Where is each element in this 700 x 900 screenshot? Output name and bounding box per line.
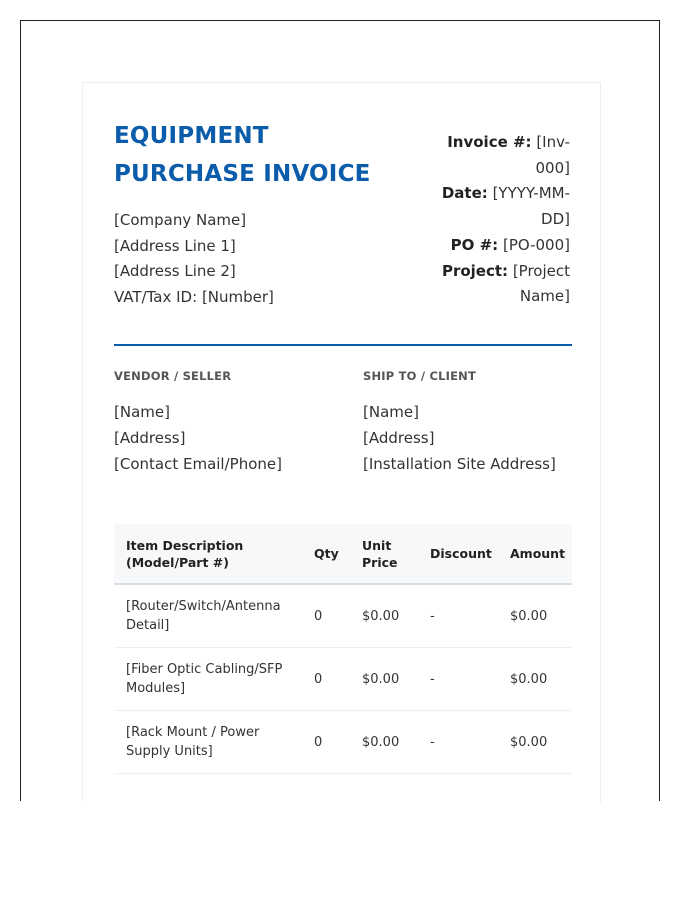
- vat-value: [Number]: [201, 288, 274, 307]
- vendor-details: [114, 399, 334, 477]
- table-row: [114, 584, 572, 648]
- project-label: Project:: [441, 261, 509, 280]
- invoice-meta: [420, 130, 570, 310]
- table-row: [114, 711, 572, 774]
- project: [420, 259, 570, 310]
- vendor-address: [Address]: [114, 429, 186, 447]
- invoice-date-label: Date:: [441, 184, 488, 203]
- vat-label: VAT/Tax ID:: [114, 288, 198, 307]
- header-qty: Qty: [302, 524, 350, 584]
- client-name: [Name]: [363, 403, 419, 421]
- row-discount: -: [418, 648, 498, 711]
- invoice-number-value: [Inv-000]: [535, 133, 570, 177]
- client-address: [Address]: [363, 429, 435, 447]
- company-block: [114, 208, 374, 311]
- row-amount: $0.00: [498, 711, 572, 774]
- row-qty: 0: [302, 584, 350, 648]
- row-discount: -: [418, 584, 498, 648]
- vendor-heading: VENDOR / SELLER: [114, 369, 232, 383]
- po-number-value: [PO-000]: [502, 235, 570, 254]
- row-amount: $0.00: [498, 648, 572, 711]
- vendor-section: [114, 369, 334, 477]
- po-number: [420, 233, 570, 259]
- invoice-number-label: Invoice #:: [447, 133, 532, 151]
- project-value: [Project Name]: [512, 261, 570, 306]
- header-unit-price: Unit Price: [350, 524, 418, 584]
- row-qty: 0: [302, 648, 350, 711]
- client-site: [Installation Site Address]: [363, 455, 556, 473]
- company-address-line-1: [Address Line 1]: [114, 236, 236, 255]
- table-row: [114, 648, 572, 711]
- vendor-name: [Name]: [114, 403, 170, 421]
- header-divider: [114, 344, 572, 346]
- vendor-contact: [Contact Email/Phone]: [114, 455, 282, 473]
- items-table: [114, 524, 572, 774]
- client-section: [363, 369, 583, 477]
- row-qty: 0: [302, 711, 350, 774]
- row-amount: $0.00: [498, 584, 572, 648]
- po-number-label: PO #:: [450, 235, 499, 254]
- header-description: Item Description (Model/Part #): [114, 524, 302, 584]
- row-unit-price: $0.00: [350, 711, 418, 774]
- row-unit-price: $0.00: [350, 648, 418, 711]
- row-description: [Fiber Optic Cabling/SFP Modules]: [114, 648, 302, 711]
- client-details: [363, 399, 583, 477]
- company-address-line-2: [Address Line 2]: [114, 262, 236, 281]
- invoice-card: [82, 82, 601, 802]
- client-heading: SHIP TO / CLIENT: [363, 369, 477, 383]
- invoice-title: EQUIPMENT PURCHASE INVOICE: [114, 123, 371, 187]
- invoice-date-value: [YYYY-MM-DD]: [492, 184, 570, 229]
- row-discount: -: [418, 711, 498, 774]
- page-frame: [20, 20, 660, 801]
- header-discount: Discount: [418, 524, 498, 584]
- row-description: [Router/Switch/Antenna Detail]: [114, 584, 302, 648]
- table-header-row: [114, 524, 572, 584]
- header-amount: Amount: [498, 524, 572, 584]
- company-vat: [114, 285, 374, 311]
- company-name: [Company Name]: [114, 211, 247, 229]
- invoice-date: [420, 181, 570, 232]
- row-unit-price: $0.00: [350, 584, 418, 648]
- row-description: [Rack Mount / Power Supply Units]: [114, 711, 302, 774]
- invoice-number: [420, 130, 570, 181]
